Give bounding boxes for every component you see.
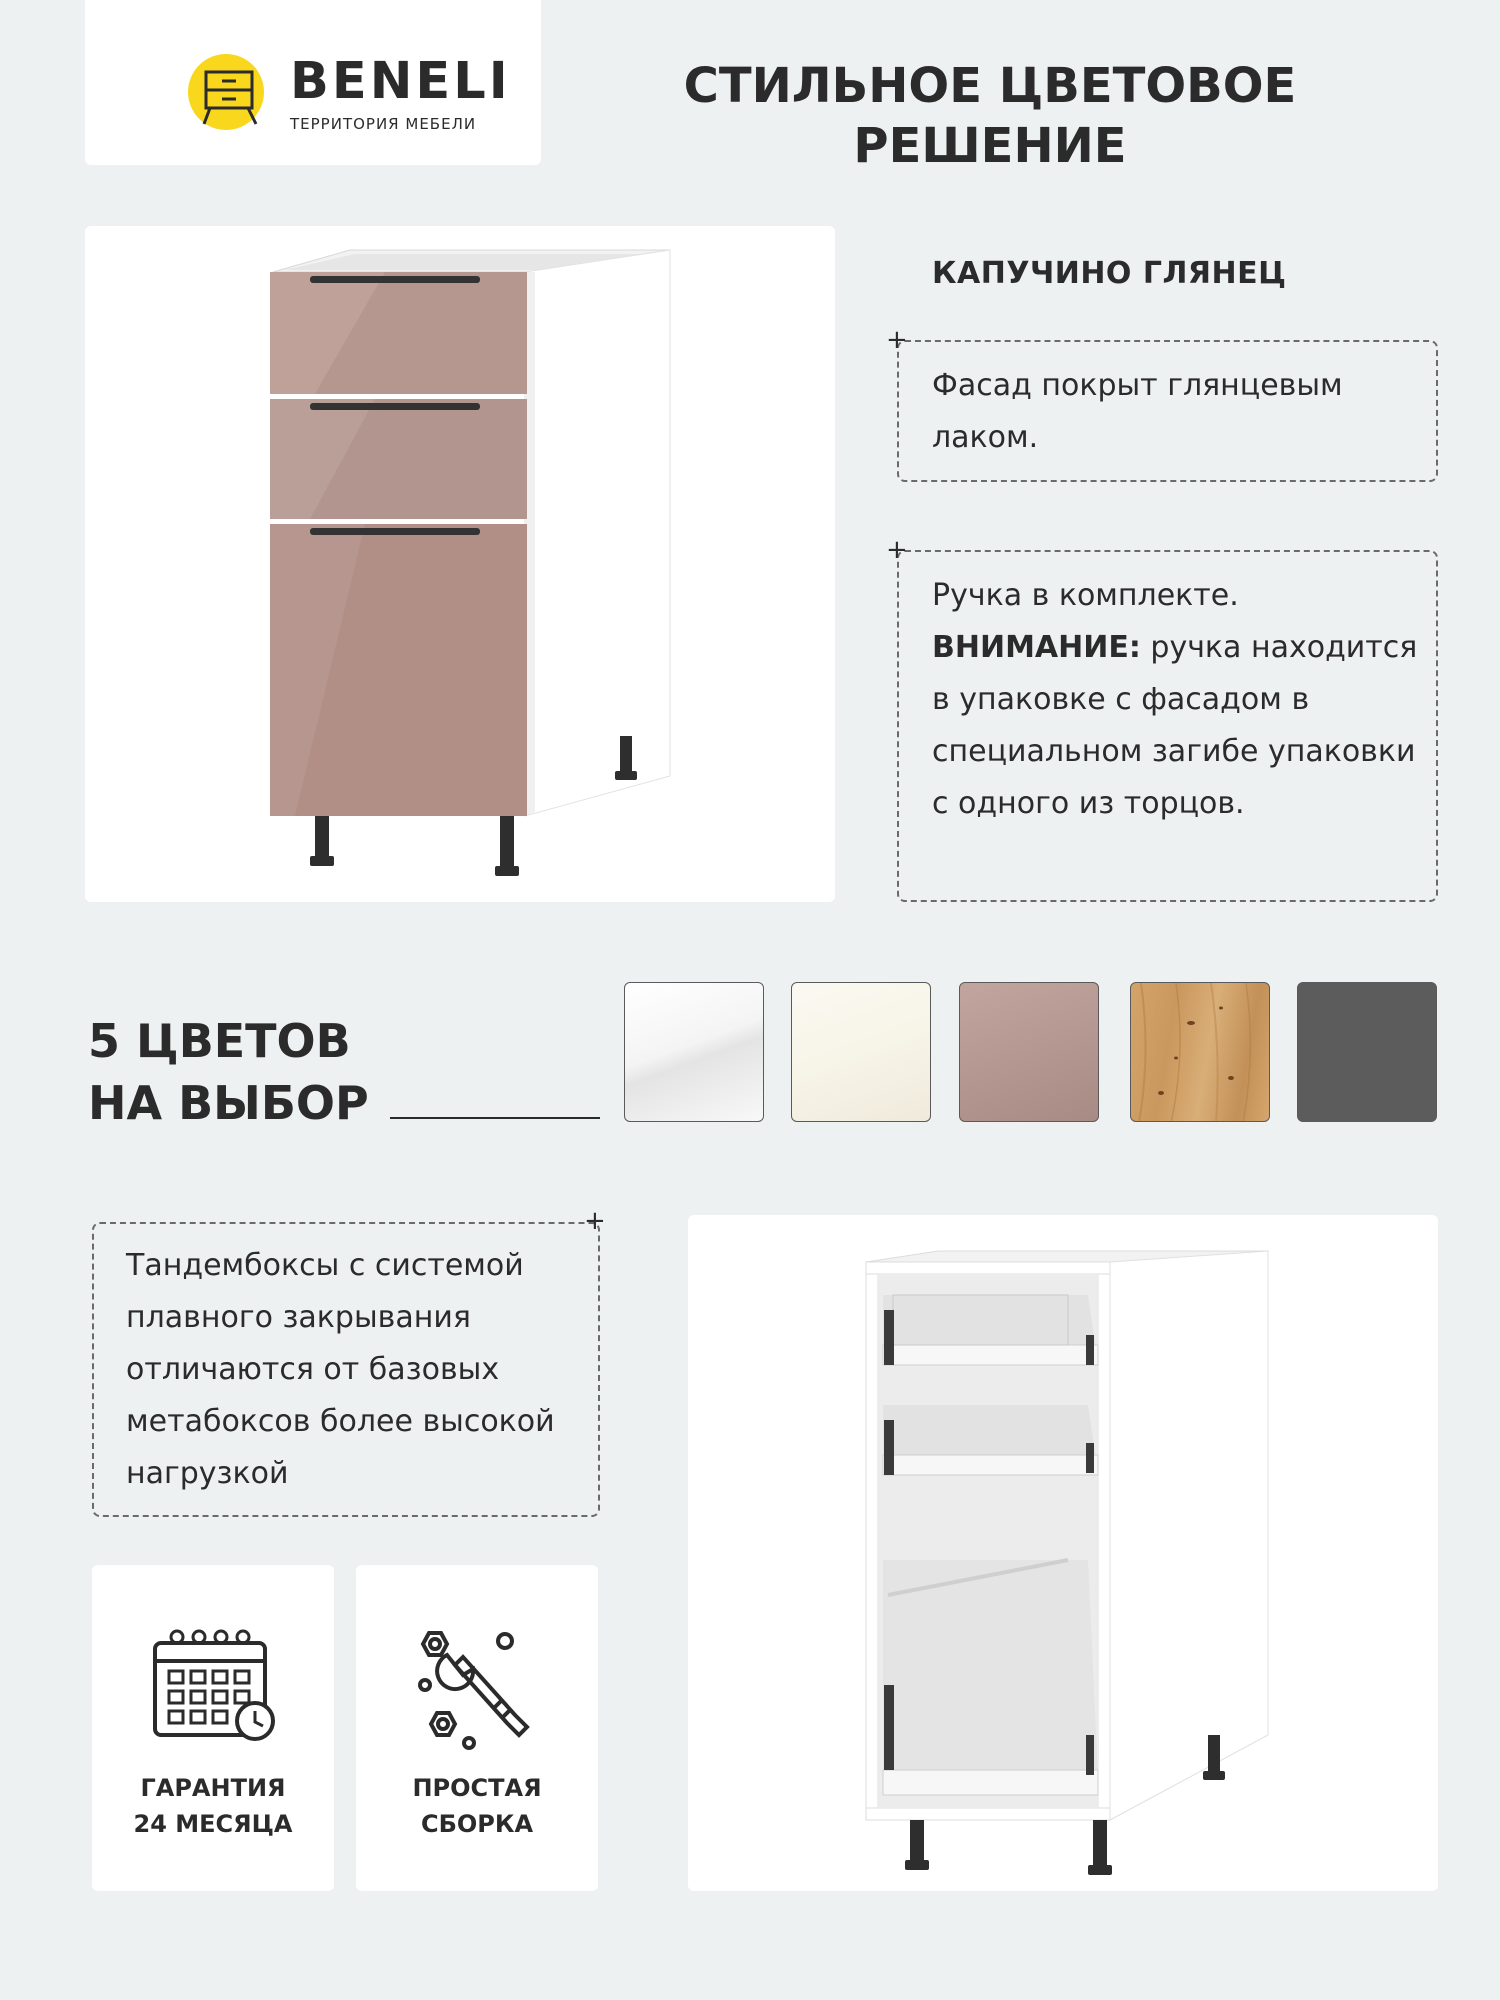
cabinet-drawers-illustration	[85, 226, 835, 902]
page-title-line-1: СТИЛЬНОЕ ЦВЕТОВОЕ	[683, 58, 1297, 114]
handle-warning-label: ВНИМАНИЕ:	[932, 630, 1141, 665]
swatch-graphite[interactable]	[1297, 982, 1437, 1122]
handle-warning-text: ручка находится в упаковке с фасадом в специальном загибе упаковки с одного из торцов.	[932, 630, 1418, 821]
product-image-drawers-card	[85, 226, 835, 902]
feature-warranty-line-1: ГАРАНТИЯ	[140, 1774, 286, 1802]
tandem-note-text: Тандембоксы с системой плавного закрывания отличаются от базовых метабоксов более высокой нагрузкой	[126, 1248, 555, 1491]
beneli-logo-icon	[186, 52, 274, 140]
colors-title-line-1: 5 ЦВЕТОВ	[88, 1014, 351, 1068]
brand-tagline: ТЕРРИТОРИЯ МЕБЕЛИ	[290, 115, 477, 133]
swatch-cappuccino[interactable]	[959, 982, 1099, 1122]
handle-note-text	[932, 570, 1422, 830]
feature-assembly-card	[356, 1565, 598, 1891]
gloss-note-text: Фасад покрыт глянцевым лаком.	[932, 368, 1343, 455]
oak-texture	[1131, 983, 1270, 1122]
plus-icon: +	[886, 325, 908, 355]
feature-assembly-line-2: СБОРКА	[420, 1810, 534, 1838]
feature-warranty-card	[92, 1565, 334, 1891]
feature-assembly-line-1: ПРОСТАЯ	[412, 1774, 542, 1802]
swatch-cream[interactable]	[791, 982, 931, 1122]
colors-divider	[390, 1117, 600, 1119]
swatch-oak[interactable]	[1130, 982, 1270, 1122]
feature-warranty-label	[92, 1770, 334, 1842]
feature-warranty-line-2: 24 МЕСЯЦА	[133, 1810, 293, 1838]
feature-assembly-label	[356, 1770, 598, 1842]
colors-title	[88, 1010, 369, 1134]
wrench-bolts-icon	[407, 1625, 547, 1755]
page-title	[600, 56, 1380, 176]
calendar-clock-icon	[143, 1625, 283, 1745]
finish-name: КАПУЧИНО ГЛЯНЕЦ	[932, 256, 1287, 291]
cabinet-tandembox-illustration	[688, 1215, 1438, 1891]
colors-title-line-2: НА ВЫБОР	[88, 1076, 369, 1130]
swatch-white-gloss[interactable]	[624, 982, 764, 1122]
plus-icon: +	[886, 535, 908, 565]
page-title-line-2: РЕШЕНИЕ	[853, 118, 1127, 174]
brand-name: BENELI	[290, 52, 511, 111]
plus-icon: +	[584, 1206, 606, 1236]
product-image-tandembox-card	[688, 1215, 1438, 1891]
handle-note-line-1: Ручка в комплекте.	[932, 578, 1239, 613]
